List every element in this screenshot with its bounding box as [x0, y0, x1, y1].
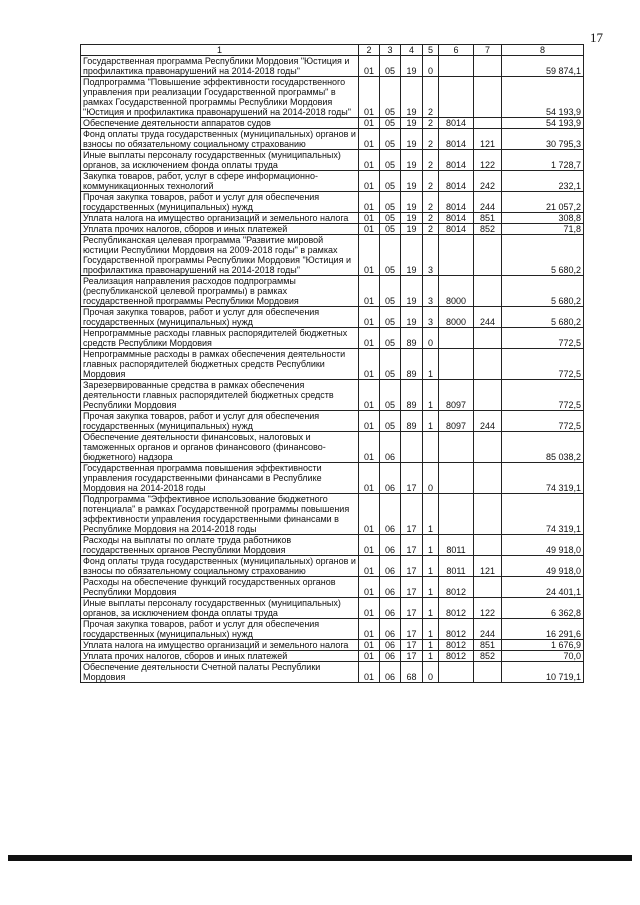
footer-rule — [8, 855, 632, 861]
amount-cell: 772,5 — [502, 328, 584, 349]
section-code-cell: 01 — [359, 328, 380, 349]
subsection-code-cell: 06 — [380, 651, 401, 662]
table-row — [81, 619, 584, 640]
direction-code-cell: 8014 — [439, 129, 474, 150]
amount-cell: 232,1 — [502, 171, 584, 192]
direction-code-cell: 8014 — [439, 213, 474, 224]
table-row — [81, 535, 584, 556]
subprogram-code-cell: 1 — [423, 411, 439, 432]
row-name-cell: Реализация направления расходов подпрограммы (республиканской целевой программы) в рамках государственной программы Республики Мордовия — [81, 276, 359, 307]
expense-type-code-cell — [474, 118, 502, 129]
program-code-cell: 89 — [401, 411, 423, 432]
amount-cell: 308,8 — [502, 213, 584, 224]
program-code-cell: 19 — [401, 56, 423, 77]
section-code-cell: 01 — [359, 118, 380, 129]
section-code-cell: 01 — [359, 224, 380, 235]
direction-code-cell: 8011 — [439, 556, 474, 577]
subprogram-code-cell: 2 — [423, 77, 439, 118]
table-row — [81, 640, 584, 651]
expense-type-code-cell: 122 — [474, 150, 502, 171]
section-code-cell: 01 — [359, 235, 380, 276]
direction-code-cell — [439, 56, 474, 77]
amount-cell: 5 680,2 — [502, 235, 584, 276]
section-code-cell: 01 — [359, 662, 380, 683]
program-code-cell: 19 — [401, 276, 423, 307]
expense-type-code-cell: 244 — [474, 307, 502, 328]
section-code-cell: 01 — [359, 192, 380, 213]
subprogram-code-cell: 3 — [423, 235, 439, 276]
amount-cell: 54 193,9 — [502, 77, 584, 118]
subsection-code-cell: 05 — [380, 56, 401, 77]
amount-cell: 1 676,9 — [502, 640, 584, 651]
program-code-cell: 89 — [401, 328, 423, 349]
program-code-cell: 19 — [401, 235, 423, 276]
direction-code-cell — [439, 77, 474, 118]
subsection-code-cell: 06 — [380, 619, 401, 640]
row-name-cell: Подпрограмма "Повышение эффективности государственного управления при реализации Государственной программы" в рамках Государственной программы Республики Мордовия "Юстиция и профилактика правонарушений на 2014-2018 годы" — [81, 77, 359, 118]
section-code-cell: 01 — [359, 349, 380, 380]
table-row — [81, 651, 584, 662]
expense-type-code-cell — [474, 276, 502, 307]
direction-code-cell: 8014 — [439, 192, 474, 213]
direction-code-cell: 8000 — [439, 307, 474, 328]
subsection-code-cell: 05 — [380, 192, 401, 213]
table-body — [81, 56, 584, 683]
table-row — [81, 494, 584, 535]
subprogram-code-cell: 0 — [423, 662, 439, 683]
column-header: 6 — [439, 45, 474, 56]
amount-cell: 85 038,2 — [502, 432, 584, 463]
section-code-cell: 01 — [359, 619, 380, 640]
subsection-code-cell: 05 — [380, 150, 401, 171]
expense-type-code-cell — [474, 494, 502, 535]
direction-code-cell: 8012 — [439, 640, 474, 651]
subprogram-code-cell: 3 — [423, 307, 439, 328]
program-code-cell: 19 — [401, 150, 423, 171]
program-code-cell: 68 — [401, 662, 423, 683]
table-row — [81, 276, 584, 307]
column-header: 8 — [502, 45, 584, 56]
amount-cell: 59 874,1 — [502, 56, 584, 77]
direction-code-cell: 8012 — [439, 651, 474, 662]
subsection-code-cell: 06 — [380, 556, 401, 577]
row-name-cell: Государственная программа Республики Мордовия "Юстиция и профилактика правонарушений на 2014-2018 годы" — [81, 56, 359, 77]
program-code-cell: 17 — [401, 494, 423, 535]
program-code-cell — [401, 432, 423, 463]
expense-type-code-cell: 852 — [474, 224, 502, 235]
table-row — [81, 662, 584, 683]
direction-code-cell — [439, 235, 474, 276]
expense-type-code-cell: 242 — [474, 171, 502, 192]
subsection-code-cell: 05 — [380, 129, 401, 150]
table-row — [81, 556, 584, 577]
subprogram-code-cell: 2 — [423, 224, 439, 235]
column-header: 2 — [359, 45, 380, 56]
row-name-cell: Республиканская целевая программа "Развитие мировой юстиции Республики Мордовия на 2009-2018 годы" в рамках Государственной программы Республики Мордовия "Юстиция и профилактика правонарушений на 2014-2018 годы" — [81, 235, 359, 276]
program-code-cell: 17 — [401, 651, 423, 662]
column-header: 1 — [81, 45, 359, 56]
table-row — [81, 307, 584, 328]
program-code-cell: 17 — [401, 619, 423, 640]
program-code-cell: 17 — [401, 598, 423, 619]
expense-type-code-cell: 851 — [474, 213, 502, 224]
subprogram-code-cell: 0 — [423, 328, 439, 349]
table-row — [81, 598, 584, 619]
program-code-cell: 19 — [401, 171, 423, 192]
subprogram-code-cell: 2 — [423, 171, 439, 192]
subsection-code-cell: 05 — [380, 118, 401, 129]
table-row — [81, 129, 584, 150]
section-code-cell: 01 — [359, 150, 380, 171]
amount-cell: 1 728,7 — [502, 150, 584, 171]
expense-type-code-cell: 122 — [474, 598, 502, 619]
subsection-code-cell: 06 — [380, 662, 401, 683]
expense-type-code-cell — [474, 577, 502, 598]
table-row — [81, 224, 584, 235]
row-name-cell: Уплата налога на имущество организаций и земельного налога — [81, 213, 359, 224]
section-code-cell: 01 — [359, 411, 380, 432]
section-code-cell: 01 — [359, 535, 380, 556]
row-name-cell: Фонд оплаты труда государственных (муниципальных) органов и взносы по обязательному социальному страхованию — [81, 129, 359, 150]
program-code-cell: 17 — [401, 577, 423, 598]
table-row — [81, 192, 584, 213]
section-code-cell: 01 — [359, 494, 380, 535]
section-code-cell: 01 — [359, 171, 380, 192]
subprogram-code-cell: 1 — [423, 598, 439, 619]
table-row — [81, 213, 584, 224]
subprogram-code-cell: 1 — [423, 349, 439, 380]
subprogram-code-cell: 1 — [423, 494, 439, 535]
row-name-cell: Прочая закупка товаров, работ и услуг для обеспечения государственных (муниципальных) нужд — [81, 619, 359, 640]
amount-cell: 71,8 — [502, 224, 584, 235]
expense-type-code-cell — [474, 56, 502, 77]
subsection-code-cell: 05 — [380, 77, 401, 118]
amount-cell: 74 319,1 — [502, 494, 584, 535]
amount-cell: 49 918,0 — [502, 535, 584, 556]
amount-cell: 54 193,9 — [502, 118, 584, 129]
column-header: 7 — [474, 45, 502, 56]
direction-code-cell: 8097 — [439, 411, 474, 432]
row-name-cell: Непрограммные расходы в рамках обеспечения деятельности главных распорядителей бюджетных средств Республики Мордовия — [81, 349, 359, 380]
program-code-cell: 19 — [401, 224, 423, 235]
direction-code-cell: 8014 — [439, 224, 474, 235]
table-row — [81, 411, 584, 432]
table-row — [81, 77, 584, 118]
section-code-cell: 01 — [359, 432, 380, 463]
row-name-cell: Закупка товаров, работ, услуг в сфере информационно-коммуникационных технологий — [81, 171, 359, 192]
row-name-cell: Непрограммные расходы главных распорядителей бюджетных средств Республики Мордовия — [81, 328, 359, 349]
expense-type-code-cell — [474, 235, 502, 276]
subsection-code-cell: 06 — [380, 494, 401, 535]
row-name-cell: Государственная программа повышения эффективности управления государственными финансами в Республике Мордовия на 2014-2018 годы — [81, 463, 359, 494]
section-code-cell: 01 — [359, 463, 380, 494]
program-code-cell: 19 — [401, 77, 423, 118]
section-code-cell: 01 — [359, 276, 380, 307]
section-code-cell: 01 — [359, 556, 380, 577]
direction-code-cell: 8000 — [439, 276, 474, 307]
direction-code-cell: 8011 — [439, 535, 474, 556]
row-name-cell: Подпрограмма "Эффективное использование бюджетного потенциала" в рамках Государственной программы повышения эффективности управления государственными финансами в Республике Мордовия на 2014-2018 годы — [81, 494, 359, 535]
program-code-cell: 19 — [401, 192, 423, 213]
amount-cell: 5 680,2 — [502, 276, 584, 307]
expense-type-code-cell — [474, 349, 502, 380]
subsection-code-cell: 05 — [380, 224, 401, 235]
table-row — [81, 171, 584, 192]
program-code-cell: 19 — [401, 118, 423, 129]
direction-code-cell: 8014 — [439, 150, 474, 171]
row-name-cell: Расходы на обеспечение функций государственных органов Республики Мордовия — [81, 577, 359, 598]
amount-cell: 49 918,0 — [502, 556, 584, 577]
expense-type-code-cell: 121 — [474, 556, 502, 577]
row-name-cell: Расходы на выплаты по оплате труда работников государственных органов Республики Мордовия — [81, 535, 359, 556]
subprogram-code-cell: 2 — [423, 192, 439, 213]
amount-cell: 5 680,2 — [502, 307, 584, 328]
subprogram-code-cell: 1 — [423, 651, 439, 662]
column-header: 3 — [380, 45, 401, 56]
program-code-cell: 17 — [401, 463, 423, 494]
section-code-cell: 01 — [359, 640, 380, 651]
subsection-code-cell: 06 — [380, 640, 401, 651]
subsection-code-cell: 06 — [380, 432, 401, 463]
subprogram-code-cell: 1 — [423, 640, 439, 651]
subsection-code-cell: 05 — [380, 411, 401, 432]
page-number: 17 — [590, 30, 603, 45]
subprogram-code-cell: 2 — [423, 150, 439, 171]
subprogram-code-cell: 0 — [423, 463, 439, 494]
program-code-cell: 19 — [401, 213, 423, 224]
amount-cell: 772,5 — [502, 349, 584, 380]
table-header-row — [81, 45, 584, 56]
column-header: 5 — [423, 45, 439, 56]
section-code-cell: 01 — [359, 380, 380, 411]
subsection-code-cell: 06 — [380, 577, 401, 598]
direction-code-cell: 8012 — [439, 619, 474, 640]
row-name-cell: Уплата прочих налогов, сборов и иных платежей — [81, 224, 359, 235]
table-row — [81, 349, 584, 380]
subprogram-code-cell: 2 — [423, 213, 439, 224]
expense-type-code-cell — [474, 463, 502, 494]
expense-type-code-cell — [474, 432, 502, 463]
row-name-cell: Зарезервированные средства в рамках обеспечения деятельности главных распорядителей бюджетных средств Республики Мордовия — [81, 380, 359, 411]
table-row — [81, 432, 584, 463]
section-code-cell: 01 — [359, 577, 380, 598]
subsection-code-cell: 06 — [380, 463, 401, 494]
row-name-cell: Фонд оплаты труда государственных (муниципальных) органов и взносы по обязательному социальному страхованию — [81, 556, 359, 577]
column-header: 4 — [401, 45, 423, 56]
row-name-cell: Обеспечение деятельности аппаратов судов — [81, 118, 359, 129]
table-row — [81, 577, 584, 598]
direction-code-cell: 8097 — [439, 380, 474, 411]
subprogram-code-cell: 0 — [423, 56, 439, 77]
row-name-cell: Прочая закупка товаров, работ и услуг для обеспечения государственных (муниципальных) нужд — [81, 307, 359, 328]
amount-cell: 21 057,2 — [502, 192, 584, 213]
row-name-cell: Прочая закупка товаров, работ и услуг для обеспечения государственных (муниципальных) нужд — [81, 411, 359, 432]
section-code-cell: 01 — [359, 56, 380, 77]
row-name-cell: Обеспечение деятельности финансовых, налоговых и таможенных органов и органов финансового (финансово-бюджетного) надзора — [81, 432, 359, 463]
subsection-code-cell: 05 — [380, 171, 401, 192]
subsection-code-cell: 06 — [380, 598, 401, 619]
direction-code-cell — [439, 432, 474, 463]
expense-type-code-cell: 244 — [474, 619, 502, 640]
amount-cell: 772,5 — [502, 380, 584, 411]
table-row — [81, 235, 584, 276]
program-code-cell: 17 — [401, 556, 423, 577]
direction-code-cell — [439, 349, 474, 380]
amount-cell: 74 319,1 — [502, 463, 584, 494]
amount-cell: 6 362,8 — [502, 598, 584, 619]
direction-code-cell — [439, 494, 474, 535]
subprogram-code-cell: 1 — [423, 619, 439, 640]
program-code-cell: 17 — [401, 640, 423, 651]
table-row — [81, 150, 584, 171]
section-code-cell: 01 — [359, 598, 380, 619]
subsection-code-cell: 05 — [380, 328, 401, 349]
expense-type-code-cell: 244 — [474, 411, 502, 432]
direction-code-cell: 8012 — [439, 598, 474, 619]
amount-cell: 24 401,1 — [502, 577, 584, 598]
subprogram-code-cell: 1 — [423, 380, 439, 411]
subsection-code-cell: 06 — [380, 535, 401, 556]
table-row — [81, 56, 584, 77]
subprogram-code-cell: 2 — [423, 118, 439, 129]
section-code-cell: 01 — [359, 213, 380, 224]
amount-cell: 16 291,6 — [502, 619, 584, 640]
table-row — [81, 463, 584, 494]
subsection-code-cell: 05 — [380, 235, 401, 276]
budget-table — [80, 44, 584, 683]
table-row — [81, 380, 584, 411]
expense-type-code-cell — [474, 535, 502, 556]
section-code-cell: 01 — [359, 129, 380, 150]
expense-type-code-cell — [474, 77, 502, 118]
expense-type-code-cell: 121 — [474, 129, 502, 150]
subsection-code-cell: 05 — [380, 380, 401, 411]
subprogram-code-cell: 3 — [423, 276, 439, 307]
expense-type-code-cell: 851 — [474, 640, 502, 651]
amount-cell: 30 795,3 — [502, 129, 584, 150]
program-code-cell: 89 — [401, 380, 423, 411]
expense-type-code-cell: 852 — [474, 651, 502, 662]
subprogram-code-cell: 1 — [423, 556, 439, 577]
subsection-code-cell: 05 — [380, 349, 401, 380]
subsection-code-cell: 05 — [380, 276, 401, 307]
subsection-code-cell: 05 — [380, 307, 401, 328]
amount-cell: 772,5 — [502, 411, 584, 432]
row-name-cell: Иные выплаты персоналу государственных (муниципальных) органов, за исключением фонда оплаты труда — [81, 598, 359, 619]
program-code-cell: 89 — [401, 349, 423, 380]
direction-code-cell — [439, 662, 474, 683]
program-code-cell: 19 — [401, 307, 423, 328]
section-code-cell: 01 — [359, 651, 380, 662]
subsection-code-cell: 05 — [380, 213, 401, 224]
subprogram-code-cell: 1 — [423, 577, 439, 598]
subprogram-code-cell: 1 — [423, 535, 439, 556]
section-code-cell: 01 — [359, 307, 380, 328]
direction-code-cell: 8014 — [439, 118, 474, 129]
expense-type-code-cell — [474, 380, 502, 411]
direction-code-cell — [439, 328, 474, 349]
amount-cell: 70,0 — [502, 651, 584, 662]
table-row — [81, 118, 584, 129]
direction-code-cell: 8014 — [439, 171, 474, 192]
row-name-cell: Уплата налога на имущество организаций и земельного налога — [81, 640, 359, 651]
amount-cell: 10 719,1 — [502, 662, 584, 683]
subprogram-code-cell — [423, 432, 439, 463]
row-name-cell: Обеспечение деятельности Счетной палаты Республики Мордовия — [81, 662, 359, 683]
direction-code-cell: 8012 — [439, 577, 474, 598]
row-name-cell: Иные выплаты персоналу государственных (муниципальных) органов, за исключением фонда оплаты труда — [81, 150, 359, 171]
expense-type-code-cell — [474, 662, 502, 683]
subprogram-code-cell: 2 — [423, 129, 439, 150]
table-row — [81, 328, 584, 349]
expense-type-code-cell — [474, 328, 502, 349]
expense-type-code-cell: 244 — [474, 192, 502, 213]
program-code-cell: 19 — [401, 129, 423, 150]
program-code-cell: 17 — [401, 535, 423, 556]
direction-code-cell — [439, 463, 474, 494]
section-code-cell: 01 — [359, 77, 380, 118]
row-name-cell: Прочая закупка товаров, работ и услуг для обеспечения государственных (муниципальных) нужд — [81, 192, 359, 213]
row-name-cell: Уплата прочих налогов, сборов и иных платежей — [81, 651, 359, 662]
